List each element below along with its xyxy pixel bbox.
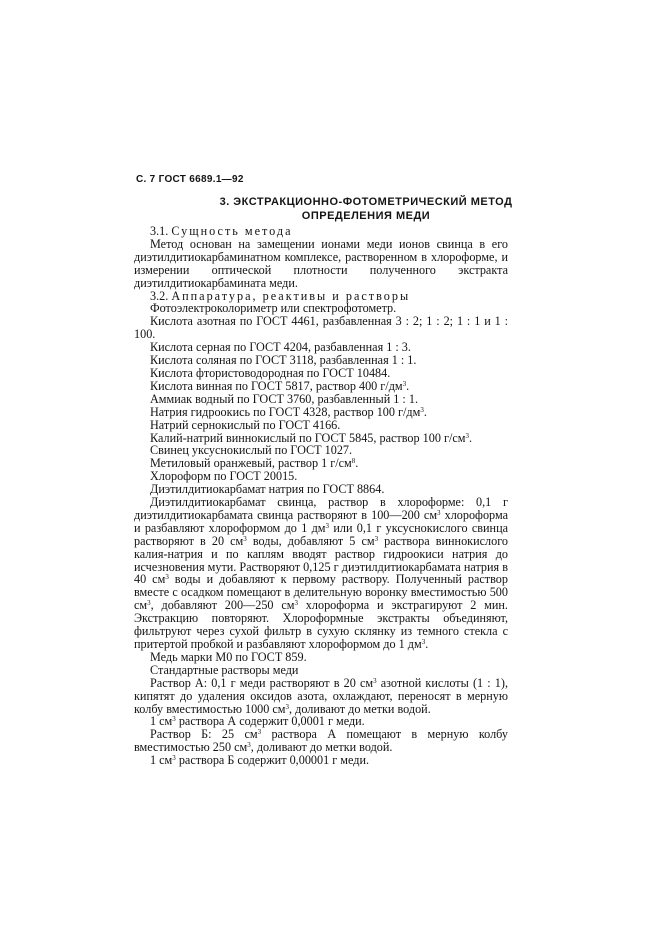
subsection-heading: Сущность метода — [171, 224, 293, 238]
reagent-item: Фотоэлектроколориметр или спектрофотометр. — [150, 301, 397, 316]
reagent-item: Натрий сернокислый по ГОСТ 4166. — [150, 417, 341, 432]
method-principle-paragraph: Метод основан на замещении ионами меди ионов свинца в его диэтилдитиокарбаминатном комплексе, растворенном в хлороформе, и измерении оптической плотности полученного экстракта диэтилдитиокарбамината меди. — [134, 236, 508, 290]
solution-b-concentration: 1 $см^3$ раствора Б содержит 0,00001 г меди. — [150, 753, 370, 768]
reagent-item: Кислота серная по ГОСТ 4204, разбавленная 1 : 3. — [150, 340, 411, 355]
document-body — [134, 225, 508, 767]
reagent-item: Кислота винная по ГОСТ 5817, раствор 400 $г/дм^3$. — [150, 378, 410, 393]
reagent-item: Метиловый оранжевый, раствор 1 $г/см^8$. — [150, 456, 359, 471]
page-header: С. 7 ГОСТ 6689.1—92 — [136, 174, 244, 185]
subsection-number: 3.1. — [150, 224, 169, 238]
subsection-number: 3.2. — [150, 288, 169, 303]
reagent-item: Диэтилдитиокарбамат натрия по ГОСТ 8864. — [150, 482, 385, 497]
solution-a-concentration: 1 $см^3$ раствора А содержит 0,0001 г меди. — [150, 714, 365, 729]
reagent-item: Кислота фтористоводородная по ГОСТ 10484. — [150, 365, 391, 380]
subsection-3-1-heading — [134, 225, 508, 238]
section-title: 3. ЭКСТРАКЦИОННО-ФОТОМЕТРИЧЕСКИЙ МЕТОД — [219, 196, 513, 208]
reagent-item: Свинец уксуснокислый по ГОСТ 1027. — [150, 443, 353, 458]
solution-b-paragraph: Раствор Б: 25 $см^3$ раствора А помещают в мерную колбу вместимостью 250 $см^3$, доливают до метки водой. — [134, 727, 508, 755]
reagent-item: Кислота азотная по ГОСТ 4461, разбавленная 3 : 2; 1 : 2; 1 : 1 и 1 : 100. — [134, 314, 508, 342]
section-title-line2: ОПРЕДЕЛЕНИЯ МЕДИ — [301, 210, 431, 222]
subsection-heading: Аппаратура, реактивы и растворы — [171, 288, 411, 303]
standard-solutions-heading: Стандартные растворы меди — [150, 662, 299, 677]
solution-a-paragraph: Раствор А: 0,1 г меди растворяют в 20 $см^3$ азотной кислоты (1 : 1), кипятят до удаления оксидов азота, охлаждают, переносят в мерную колбу вместимостью 1000 $см^3$, доливают до метки водой. — [134, 675, 508, 716]
reagent-item: Калий-натрий виннокислый по ГОСТ 5845, раствор 100 $г/см^3$. — [150, 430, 473, 445]
reagent-item: Медь марки М0 по ГОСТ 859. — [150, 649, 307, 664]
reagent-item: Хлороформ по ГОСТ 20015. — [150, 469, 298, 484]
lead-reagent-paragraph: Диэтилдитиокарбамат свинца, раствор в хлороформе: 0,1 г диэтилдитиокарбамата свинца растворяют в 100—200 $см^3$ хлороформа и разбавляют хлороформом до 1 $дм^3$ или 0,1 г уксуснокислого свинца растворяют в 20 $см^3$ воды, добавляют 5 $см^3$ раствора виннокислого калия-натрия и по каплям вводят раствор гидроокиси натрия до исчезновения мути. Растворяют 0,125 г диэтилдитиокарбамата натрия в 40 $см^3$ воды и добавляют к первому раствору. Полученный раствор вместе с осадком помещают в делительную воронку вместимостью 500 $см^3$, добавляют 200—250 $см^3$ хлороформа и экстрагируют 2 мин. Экстракцию повторяют. Хлороформные экстракты объединяют, фильтруют через сухой фильтр в сухую склянку из темного стекла с притертой пробкой и разбавляют хлороформом до 1 $дм^3$. — [134, 495, 508, 651]
reagent-item: Натрия гидроокись по ГОСТ 4328, раствор 100 $г/дм^3$. — [150, 404, 427, 419]
reagent-item: Аммиак водный по ГОСТ 3760, разбавленный 1 : 1. — [150, 391, 418, 406]
reagent-item: Кислота соляная по ГОСТ 3118, разбавленная 1 : 1. — [150, 353, 417, 368]
